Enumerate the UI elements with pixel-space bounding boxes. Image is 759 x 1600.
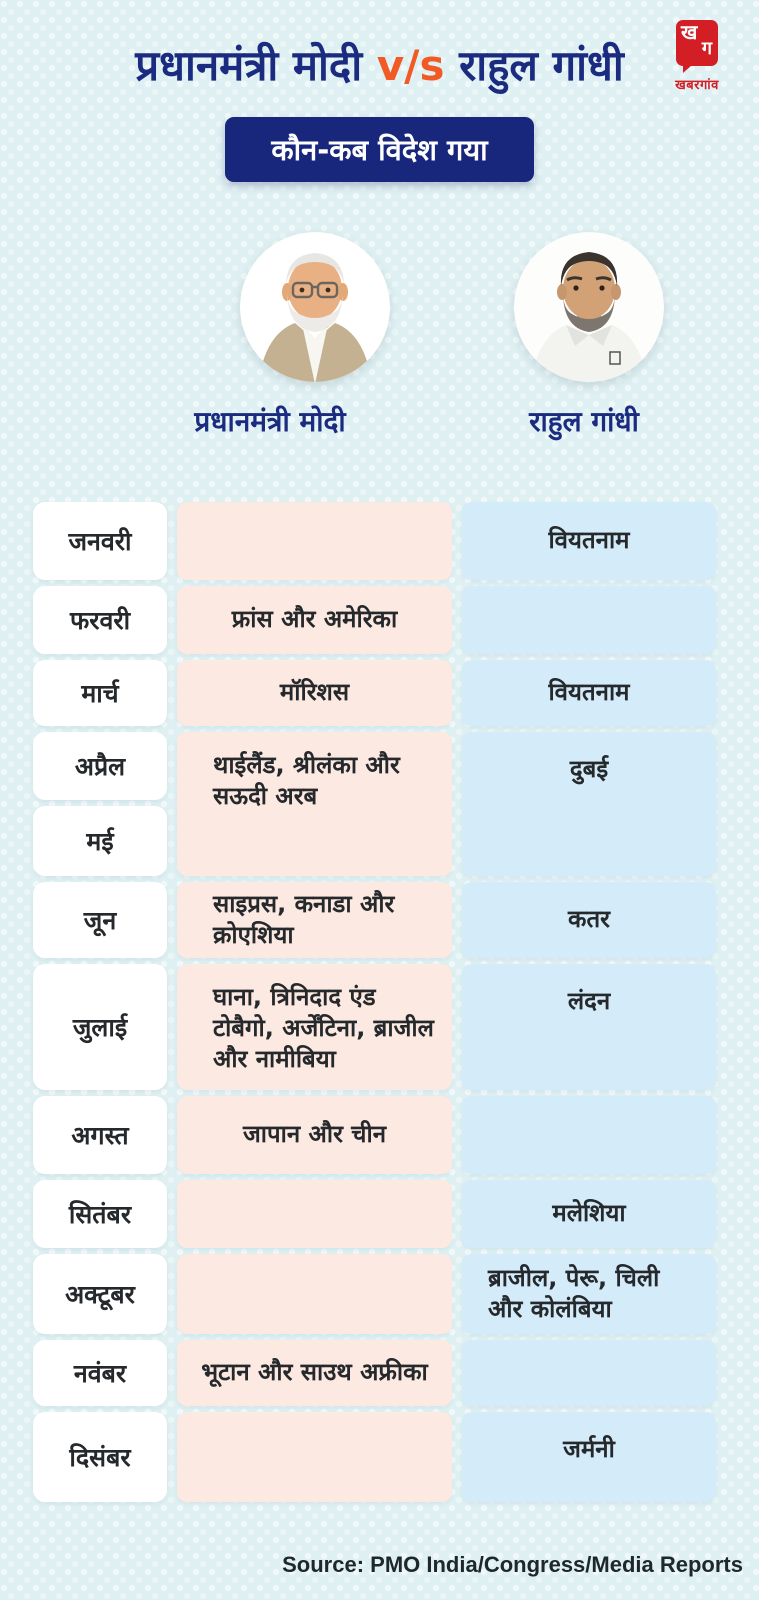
- month-cell: जनवरी: [33, 502, 167, 580]
- month-cell: जून: [33, 882, 167, 958]
- modi-trip-cell: [177, 1254, 452, 1334]
- rahul-trip-cell: लंदन: [462, 964, 716, 1090]
- rahul-photo: [514, 232, 664, 382]
- logo-mark-icon: [676, 20, 718, 66]
- modi-trip-cell: [177, 502, 452, 580]
- rahul-trip-cell: [462, 1340, 716, 1406]
- month-cell: नवंबर: [33, 1340, 167, 1406]
- modi-trip-cell: भूटान और साउथ अफ्रीका: [177, 1340, 452, 1406]
- modi-trip-cell: थाईलैंड, श्रीलंका और सऊदी अरब: [177, 732, 452, 876]
- month-cell: फरवरी: [33, 586, 167, 654]
- rahul-trip-cell: कतर: [462, 882, 716, 958]
- modi-trip-cell: फ्रांस और अमेरिका: [177, 586, 452, 654]
- rahul-trip-cell: मलेशिया: [462, 1180, 716, 1248]
- rahul-trip-cell: जर्मनी: [462, 1412, 716, 1502]
- modi-trip-cell: घाना, त्रिनिदाद एंड टोबैगो, अर्जेंटिना, ब्राजील और नामीबिया: [177, 964, 452, 1090]
- title-vs: v/s: [376, 41, 445, 90]
- rahul-trip-cell: वियतनाम: [462, 660, 716, 726]
- logo-letter-bottom: ग: [701, 38, 712, 59]
- rahul-trip-cell: दुबई: [462, 732, 716, 876]
- rahul-trip-cell: वियतनाम: [462, 502, 716, 580]
- month-cell: मार्च: [33, 660, 167, 726]
- modi-trip-cell: जापान और चीन: [177, 1096, 452, 1174]
- subtitle-badge: कौन-कब विदेश गया: [225, 117, 533, 182]
- source-attribution: Source: PMO India/Congress/Media Reports: [282, 1552, 743, 1577]
- title-right: राहुल गांधी: [459, 41, 624, 90]
- comparison-table: [33, 502, 716, 1502]
- rahul-trip-cell: [462, 586, 716, 654]
- rahul-profile: [514, 232, 664, 440]
- modi-trip-cell: मॉरिशस: [177, 660, 452, 726]
- brand-logo: [651, 20, 743, 93]
- rahul-name-label: राहुल गांधी: [529, 405, 639, 438]
- month-cell: अक्टूबर: [33, 1254, 167, 1334]
- month-cell: अप्रैल: [33, 732, 167, 800]
- modi-trip-cell: [177, 1412, 452, 1502]
- subtitle-row: [0, 117, 759, 182]
- month-cell: अगस्त: [33, 1096, 167, 1174]
- month-cell: जुलाई: [33, 964, 167, 1090]
- modi-trip-cell: [177, 1180, 452, 1248]
- profiles-row: [194, 232, 759, 440]
- month-cell: दिसंबर: [33, 1412, 167, 1502]
- page-title: [35, 0, 725, 93]
- logo-wordmark: खबरगांव: [675, 78, 719, 93]
- logo-letter-top: ख: [681, 20, 698, 44]
- month-cell: सितंबर: [33, 1180, 167, 1248]
- modi-name-label: प्रधानमंत्री मोदी: [194, 405, 346, 438]
- modi-photo: [240, 232, 390, 382]
- title-left: प्रधानमंत्री मोदी: [135, 41, 363, 90]
- modi-profile: [194, 232, 390, 440]
- rahul-trip-cell: ब्राजील, पेरू, चिली और कोलंबिया: [462, 1254, 716, 1334]
- modi-trip-cell: साइप्रस, कनाडा और क्रोएशिया: [177, 882, 452, 958]
- rahul-trip-cell: [462, 1096, 716, 1174]
- month-cell: मई: [33, 806, 167, 876]
